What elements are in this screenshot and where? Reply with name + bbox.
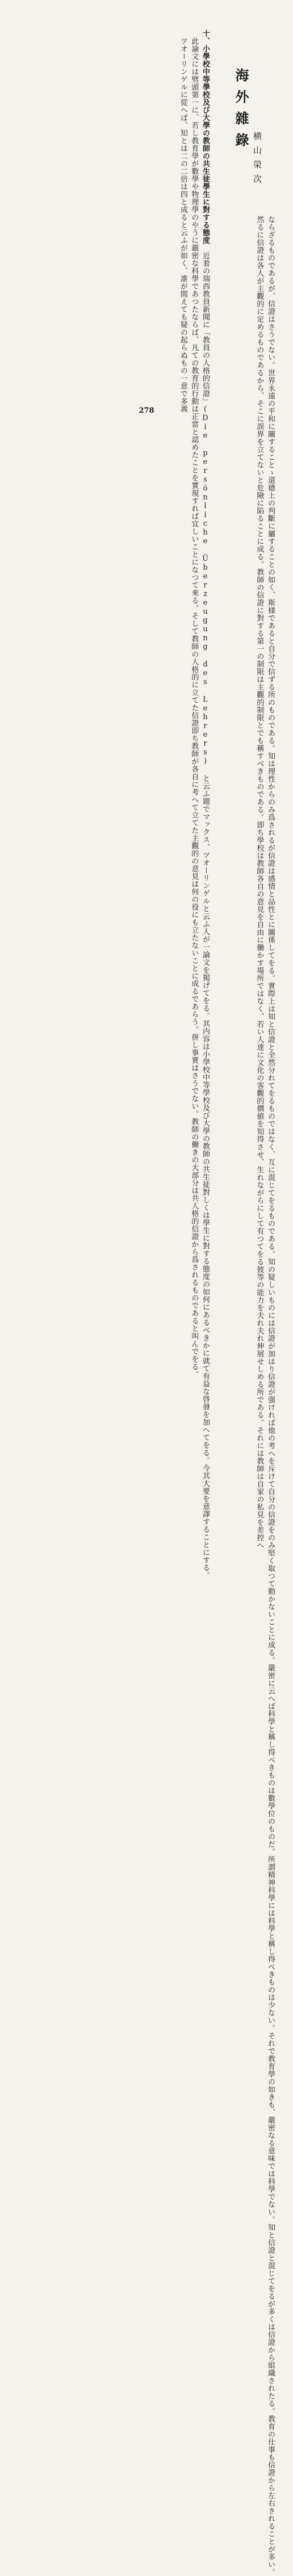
article-intro: 近着の瑞西教員新聞に「教員の人格的信證」(Die persönliche Überzeugung des Lehrers) と云ふ題でマックス、ツオーリンゲルと云ふ人が一論文を掲げてをる。其内容は小學校中等學校及び大學の教師の共生徒對しくは學生に對する態度の如何にあるべきかに就て有益な啓發を加へてをる。今其大要を意譯することにする。 [201, 251, 210, 1579]
section-title: 海外雜錄 [233, 68, 249, 154]
author-name: 横山榮次 [252, 132, 262, 188]
article-paragraph-2: ツオーリンゲルに從へば、知とは二の二倍は四と成ると云ふが如く、誰が間えても疑の起らぬもの一意で多義 [178, 37, 187, 413]
article-heading: 十、小學校中等學校及び大學の教師の共生徒學生に對する態度 [201, 30, 210, 244]
article-bottom-block: ならざるものであるが、信證はさうでない。世界永遠の平和に關することゝ道德上の判斷に屬することの如く、斯様であると自分で信ずる所のものである。知は理性からのみ爲されるが信證は感情と品性とに關係してをる。實際上は知と信證と全然分れてをるものではなく、互に混じてをるものである。知の疑しいものには信證が加はり信證が强ければ他の考へを斥けて自分の信證をのみ堅く取つて動かないことに成る。嚴密に云へば科學と稱し得べきものは數學位のものだ。所謂精神科學には科學と稱し得べきものは少ない。それで教育學の如きも、嚴密なる意味では科學でない。知と信證と混じてをるが多くは信證から組織されたる。教育の仕事も信證から左右されることが多い。 然るに信證は各人が主觀的に定めるものであるから、そこに誤界を立てないと危險に陷ることに成る。教師の信證に對する第一の制限は主觀的制限とでも稱すべきものである。即ち學校は教師各自の意見を自由に働かす場所ではなく、若い人達に文化の客觀的價値を知得させ、生れながらにして有つてをる彼等の能力を夫れ夫れ伸展せしめる所である。それには教師は自家の私見を差控へ [255, 216, 275, 2576]
article-paragraph-1: 此論文には劈頭第一に、若し教育學が數學や物理學のやうに嚴密な科學であつたならば、凡ての教育的行動は正當と認めたことを實現すれば宜しいことになつて來る。そして教師の人格的に立てた信證即ち教師が各自に考へて立てた主觀的の意見は何の役にも立たないことに成るであらう。併し事實はさうでない。教師の働きの大部分は共人格的信證から爲されるものであると叫んでをる。 [190, 37, 199, 1378]
page-number: 278 [139, 406, 154, 415]
